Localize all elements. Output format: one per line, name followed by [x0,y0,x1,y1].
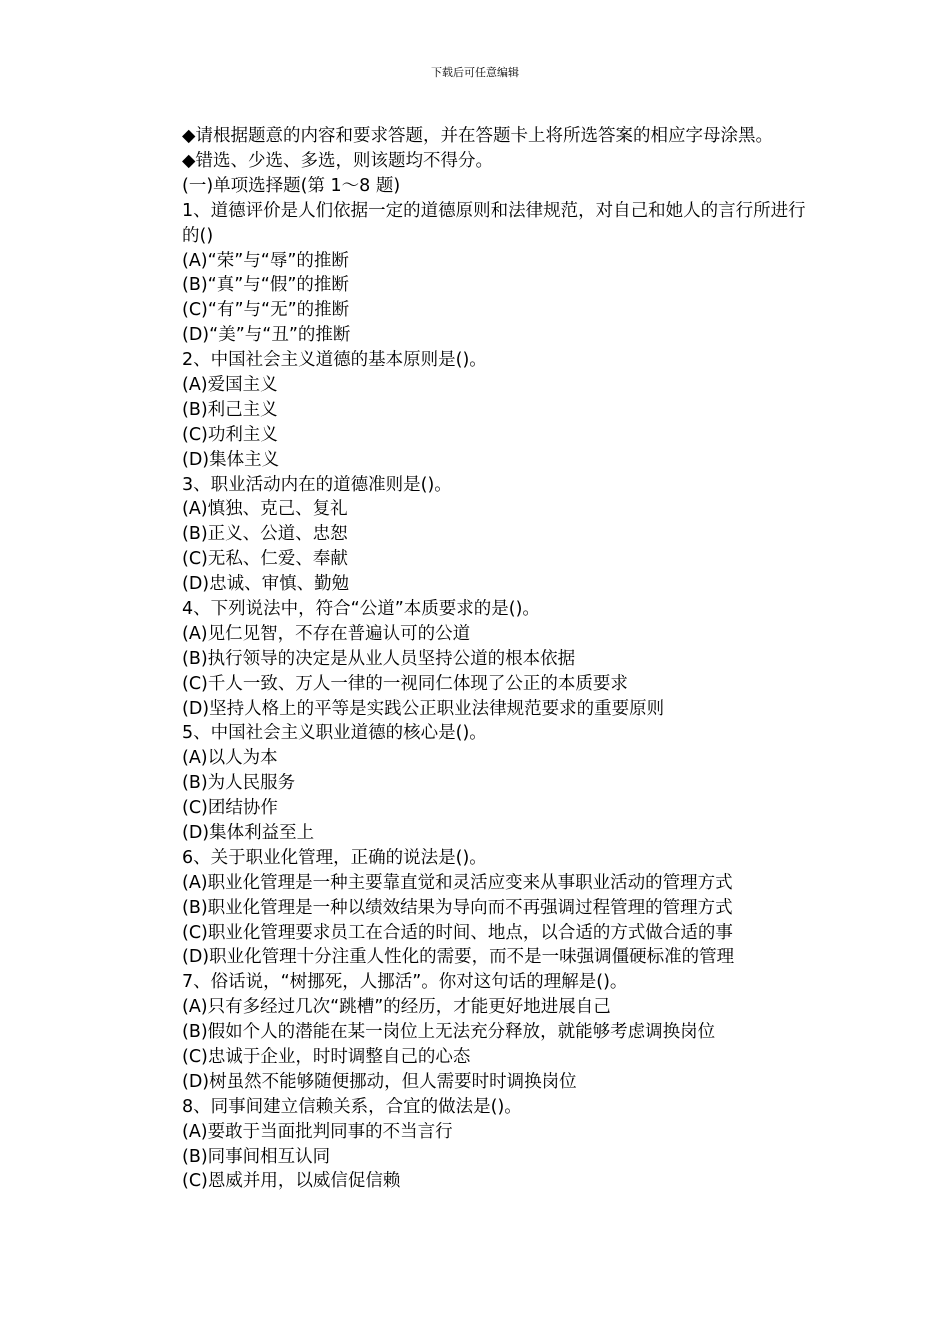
question-stem: 5、中国社会主义职业道德的核心是()。 [182,723,487,744]
question-option: (C)团结协作 [182,798,278,819]
question-option: (B)正义、公道、忠恕 [182,524,348,545]
question-option: (C)无私、仁爱、奉献 [182,549,348,570]
question-stem: 3、职业活动内在的道德准则是()。 [182,474,452,495]
question-option: (D)集体主义 [182,449,280,470]
question-option: (D)忠诚、审慎、勤勉 [182,574,350,595]
question-option: (D)“美”与“丑”的推断 [182,325,351,346]
instruction-1: ◆请根据题意的内容和要求答题，并在答题卡上将所选答案的相应字母涂黑。 [182,126,773,146]
question-option: (C)功利主义 [182,424,278,445]
question-option: (C)职业化管理要求员工在合适的时间、地点，以合适的方式做合适的事 [182,922,733,943]
question-option: (A)慎独、克己、复礼 [182,499,348,520]
question-option: (A)爱国主义 [182,374,278,395]
question-stem: 1、道德评价是人们依据一定的道德原则和法律规范，对自己和她人的言行所进行的() [182,200,806,246]
question-option: (B)同事间相互认同 [182,1146,331,1167]
question-option: (A)见仁见智，不存在普遍认可的公道 [182,623,471,644]
section-title: (一)单项选择题(第 1～8 题) [182,175,401,196]
question-option: (A)“荣”与“辱”的推断 [182,250,349,271]
question-stem: 2、中国社会主义道德的基本原则是()。 [182,350,487,371]
question-option: (C)恩威并用，以威信促信赖 [182,1171,401,1192]
question-option: (D)职业化管理十分注重人性化的需要，而不是一味强调僵硬标准的管理 [182,947,735,968]
question-option: (D)集体利益至上 [182,822,315,843]
question-stem: 4、下列说法中，符合“公道”本质要求的是()。 [182,598,540,619]
question-stem: 6、关于职业化管理，正确的说法是()。 [182,847,487,868]
exam-content [145,124,810,1194]
question-option: (B)假如个人的潜能在某一岗位上无法充分释放，就能够考虑调换岗位 [182,1022,716,1043]
page-header: 下载后可任意编辑 [431,66,519,79]
question-stem: 8、同事间建立信赖关系，合宜的做法是()。 [182,1096,522,1117]
question-option: (A)只有多经过几次“跳槽”的经历，才能更好地进展自己 [182,997,611,1018]
question-option: (B)利己主义 [182,399,278,420]
question-option: (B)“真”与“假”的推断 [182,275,349,296]
question-option: (B)执行领导的决定是从业人员坚持公道的根本依据 [182,648,576,669]
question-option: (C)“有”与“无”的推断 [182,300,350,321]
question-option: (A)以人为本 [182,748,278,769]
question-option: (D)坚持人格上的平等是实践公正职业法律规范要求的重要原则 [182,698,665,719]
question-option: (A)要敢于当面批判同事的不当言行 [182,1121,453,1142]
question-option: (B)为人民服务 [182,773,296,794]
question-option: (D)树虽然不能够随便挪动，但人需要时时调换岗位 [182,1071,577,1092]
question-option: (B)职业化管理是一种以绩效结果为导向而不再强调过程管理的管理方式 [182,897,733,918]
instruction-2: ◆错选、少选、多选，则该题均不得分。 [182,150,493,171]
question-stem: 7、俗话说，“树挪死，人挪活”。你对这句话的理解是()。 [182,972,628,993]
question-option: (C)千人一致、万人一律的一视同仁体现了公正的本质要求 [182,673,628,694]
question-option: (C)忠诚于企业，时时调整自己的心态 [182,1047,471,1067]
question-option: (A)职业化管理是一种主要靠直觉和灵活应变来从事职业活动的管理方式 [182,872,733,893]
